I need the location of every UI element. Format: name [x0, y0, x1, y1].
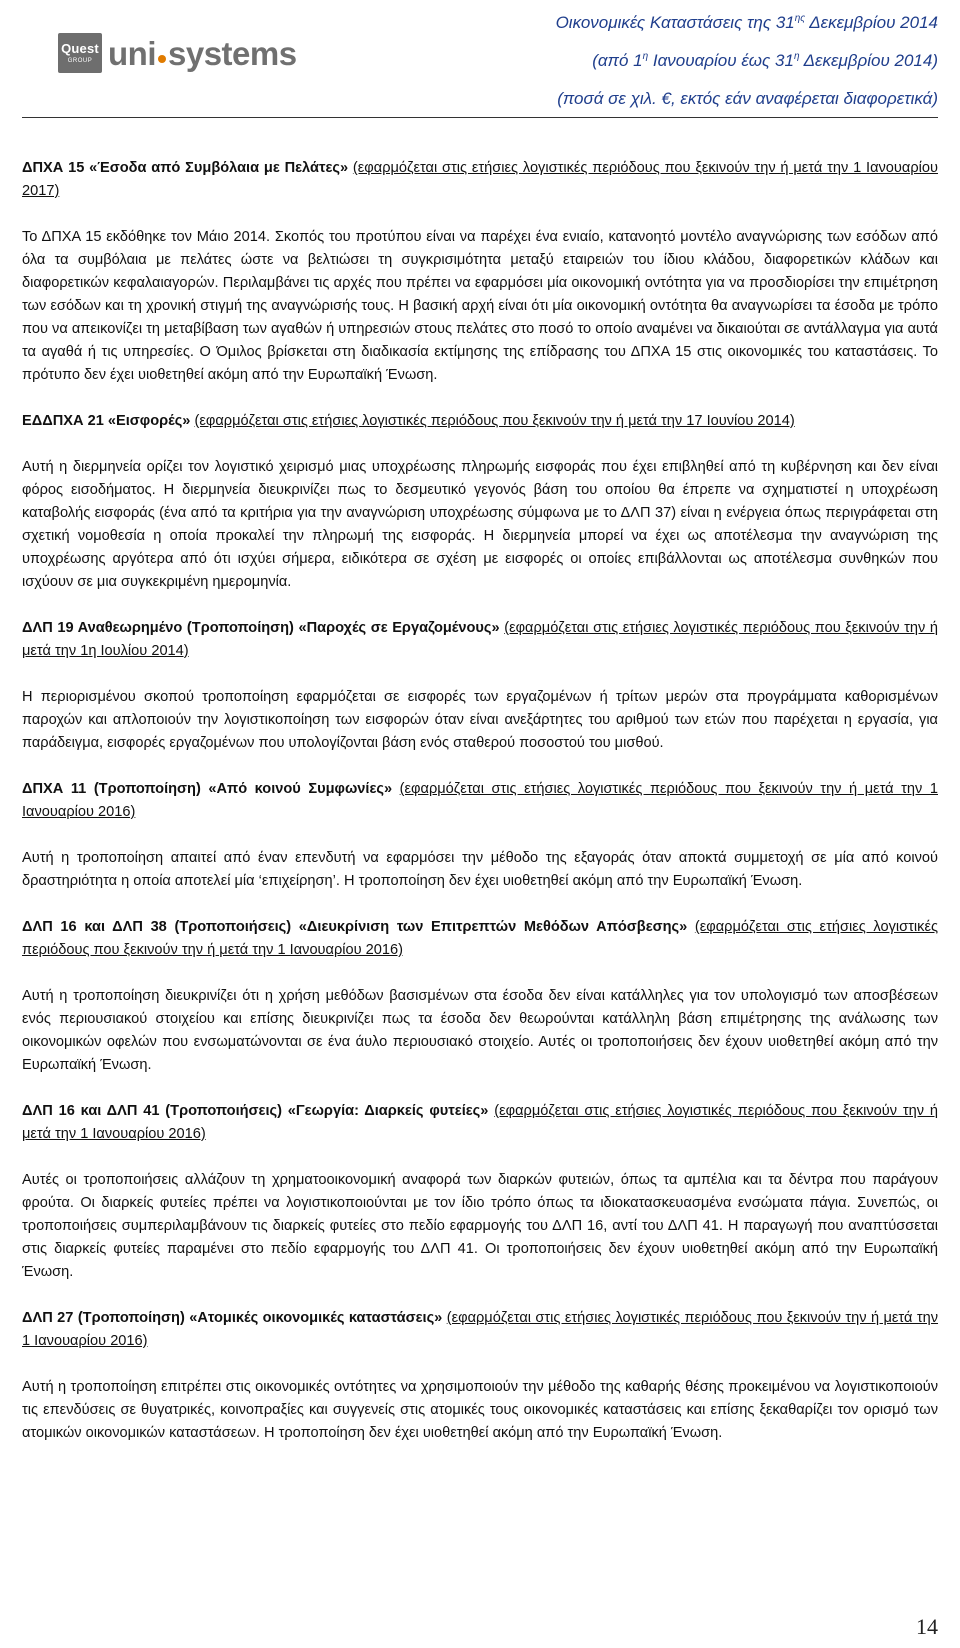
section-heading — [22, 410, 938, 433]
header-divider — [22, 117, 938, 118]
section-heading — [22, 778, 938, 824]
section-title: ΔΠΧΑ 11 (Τροποποίηση) «Από κοινού Συμφωνίες» — [22, 781, 393, 797]
quest-badge-text: Quest — [61, 41, 99, 56]
section-paragraph: Αυτή η τροποποίηση επιτρέπει στις οικονομικές οντότητες να χρησιμοποιούν την μέθοδο της καθαρής θέσης προκειμένου να λογιστικοποιούν τις επενδύσεις σε θυγατρικές, κοινοπραξίες και συγγενείς στις ατομικές τους οικονομικές καταστάσεις και επίσης ξεκαθαρίζει τον ορισμό των ατομικών οικονομικών καταστάσεων. Η τροποποίηση δεν έχει υιοθετηθεί ακόμη από την Ευρωπαϊκή Ένωση. — [22, 1379, 938, 1441]
section-effective-note: (εφαρμόζεται στις ετήσιες λογιστικές περιόδους που ξεκινούν την ή μετά την 1 Ιανουαρίου 2016) — [22, 1310, 939, 1349]
document-body — [22, 157, 938, 1468]
section-ifrs15 — [22, 157, 938, 387]
brand-right-text: systems — [167, 34, 297, 72]
header-title-line-1 — [556, 4, 938, 42]
section-title: ΔΛΠ 19 Αναθεωρημένο (Τροποποίηση) «Παροχές σε Εργαζομένους» — [22, 620, 500, 636]
section-ias27 — [22, 1307, 938, 1445]
header-title-line-3: (ποσά σε χιλ. €, εκτός εάν αναφέρεται διαφορετικά) — [557, 89, 938, 108]
section-heading — [22, 1100, 938, 1146]
section-ias19 — [22, 617, 938, 755]
section-effective-note: (εφαρμόζεται στις ετήσιες λογιστικές περιόδους που ξεκινούν την ή μετά την 17 Ιουνίου 2014) — [194, 413, 795, 429]
section-paragraph: Αυτή η τροποποίηση απαιτεί από έναν επενδυτή να εφαρμόσει την μέθοδο της εξαγοράς όταν αποκτά συμμετοχή σε μία από κοινού δραστηριότητα η οποία αποτελεί μία ‘επιχείρηση’. Η τροποποίηση δεν έχει υιοθετηθεί ακόμη από την Ευρωπαϊκή Ένωση. — [22, 850, 938, 889]
group-badge-text: GROUP — [67, 58, 93, 64]
quest-group-badge — [58, 33, 102, 73]
section-ifrs11 — [22, 778, 938, 893]
section-effective-note: (εφαρμόζεται στις ετήσιες λογιστικές περιόδους που ξεκινούν την ή μετά την 1 Ιανουαρίου 2016) — [22, 1103, 939, 1142]
section-title: ΔΛΠ 16 και ΔΛΠ 38 (Τροποποιήσεις) «Διευκρίνιση των Επιτρεπτών Μεθόδων Απόσβεσης» — [22, 919, 688, 935]
section-paragraph: Αυτή η διερμηνεία ορίζει τον λογιστικό χειρισμό μιας υποχρέωσης πληρωμής εισφοράς που έχει επιβληθεί από τη κυβέρνηση και δεν είναι φόρος εισοδήματος. Η διερμηνεία διευκρινίζει πως το δεσμευτικό γεγονός βάση του οποίου θα έπρεπε να σχηματιστεί η υποχρέωση καταβολής εισφοράς (ένα από τα κριτήρια για την αναγνώριση υποχρέωσης σύμφωνα με το ΔΛΠ 37) είναι η ενέργεια όπως περιγράφεται στη σχετική νομοθεσία η οποία προκαλεί την πληρωμή της εισφοράς. Η διερμηνεία μπορεί να έχει ως αποτέλεσμα την αναγνώριση της υποχρέωσης αργότερα από ότι ισχύει σήμερα, ειδικότερα σε σχέση με εισφορές οι οποίες επιβάλλονται ως αποτέλεσμα συνθηκών που ισχύουν σε μια συγκεκριμένη ημερομηνία. — [22, 459, 938, 590]
section-effective-note: (εφαρμόζεται στις ετήσιες λογιστικές περιόδους που ξεκινούν την ή μετά την 1η Ιουλίου 2014) — [22, 620, 938, 659]
company-logo — [58, 32, 297, 74]
header-line1-post: Δεκεμβρίου 2014 — [805, 13, 938, 32]
header-line2-sup1: η — [642, 51, 649, 62]
section-heading — [22, 617, 938, 663]
header-line1-sup: ης — [794, 13, 806, 24]
header-line1-pre: Οικονομικές Καταστάσεις της 31 — [555, 13, 795, 32]
section-paragraph: Αυτή η τροποποίηση διευκρινίζει ότι η χρήση μεθόδων βασισμένων στα έσοδα δεν είναι κατάλληλες για τον υπολογισμό των αποσβέσεων ενός περιουσιακού στοιχείου και επίσης διευκρινίζει πως τα έσοδα δεν θεωρούνται κατάλληλη βάση επιμέτρησης της ανάλωσης των οικονομικών οφελών που ενσωματώνονται σε ένα άυλο περιουσιακό στοιχείο. Αυτές οι τροποποιήσεις δεν έχουν υιοθετηθεί ακόμη από την Ευρωπαϊκή Ένωση. — [22, 988, 938, 1073]
brand-left-text: uni — [108, 34, 156, 72]
section-ias16-ias41 — [22, 1100, 938, 1284]
section-heading — [22, 157, 938, 203]
section-heading — [22, 916, 938, 962]
section-title: ΕΔΔΠΧΑ 21 «Εισφορές» — [22, 413, 191, 429]
section-paragraph: Αυτές οι τροποποιήσεις αλλάζουν τη χρηματοοικονομική αναφορά των διαρκών φυτειών, όπως τα αμπέλια και τα δέντρα που παράγουν φρούτα. Οι διαρκείς φυτείες πρέπει να λογιστικοποιούνται με τον ίδιο τρόπο όπως τα ιδιοκατασκευασμένα ενσώματα πάγια. Συνεπώς, οι τροποποιήσεις συμπεριλαμβάνουν τις διαρκείς φυτείες στο πεδίο εφαρμογής του ΔΛΠ 16, αντί του ΔΛΠ 41. Η παραγωγή που αναπτύσσεται στις διαρκείς φυτείες παραμένει στο πεδίο εφαρμογής του ΔΛΠ 41. Οι τροποποιήσεις δεν έχουν υιοθετηθεί ακόμη από την Ευρωπαϊκή Ένωση. — [22, 1172, 938, 1280]
section-effective-note: (εφαρμόζεται στις ετήσιες λογιστικές περιόδους που ξεκινούν την ή μετά την 1 Ιανουαρίου 2017) — [22, 160, 938, 199]
brand-dot-icon — [158, 55, 166, 63]
section-paragraph: Η περιορισμένου σκοπού τροποποίηση εφαρμόζεται σε εισφορές των εργαζομένων ή τρίτων μερών στα προγράμματα καθορισμένων παροχών και απλοποιούν την λογιστικοποίηση των εισφορών όταν είναι ανεξάρτητες του αριθμού των ετών που παρέχεται η εργασία, για παράδειγμα, εισφορές εργαζομένων που υπολογίζονται βάση ενός σταθερού ποσοστού του μισθού. — [22, 689, 938, 751]
header-line2-post: Δεκεμβρίου 2014) — [799, 51, 938, 70]
section-ifric21 — [22, 410, 938, 594]
section-title: ΔΛΠ 16 και ΔΛΠ 41 (Τροποποιήσεις) «Γεωργία: Διαρκείς φυτείες» — [22, 1103, 489, 1119]
section-title: ΔΠΧΑ 15 «Έσοδα από Συμβόλαια με Πελάτες» — [22, 160, 349, 176]
section-title: ΔΛΠ 27 (Τροποποίηση) «Ατομικές οικονομικές καταστάσεις» — [22, 1310, 443, 1326]
header-title-line-2 — [556, 42, 938, 80]
unisystems-wordmark — [108, 34, 297, 72]
section-paragraph: Το ΔΠΧΑ 15 εκδόθηκε τον Μάιο 2014. Σκοπός του προτύπου είναι να παρέχει ένα ενιαίο, κατανοητό μοντέλο αναγνώρισης των εσόδων από όλα τα συμβόλαια με πελάτες ώστε να βελτιώσει τη συγκρισιμότητα μεταξύ εταιρειών του ίδιου κλάδου, διαφορετικών κλάδων και διαφορετικών κεφαλαιαγορών. Περιλαμβάνει τις αρχές που πρέπει να εφαρμόσει μία οικονομική οντότητα για να προσδιορίσει την επιμέτρηση των εσόδων και τη χρονική στιγμή της αναγνώρισής τους. Η βασική αρχή είναι ότι μία οικονομική οντότητα θα αναγνωρίσει τα έσοδα με τρόπο που να απεικονίζει τη μεταβίβαση των αγαθών ή υπηρεσιών στους πελάτες στο ποσό το οποίο αναμένει να δικαιούται σε αντάλλαγμα για αυτά τα αγαθά ή τις υπηρεσίες. Ο Όμιλος βρίσκεται στη διαδικασία εκτίμησης της επίδρασης του ΔΠΧΑ 15 στις οικονομικές του καταστάσεις. Το πρότυπο δεν έχει υιοθετηθεί ακόμη από την Ευρωπαϊκή Ένωση. — [22, 229, 938, 383]
header-line2-mid: Ιανουαρίου έως 31 — [648, 51, 794, 70]
section-effective-note: (εφαρμόζεται στις ετήσιες λογιστικές περιόδους που ξεκινούν την ή μετά την 1 Ιανουαρίου 2016) — [22, 781, 938, 820]
header-line2-sup2: η — [793, 51, 800, 62]
section-effective-note: (εφαρμόζεται στις ετήσιες λογιστικές περιόδους που ξεκινούν την ή μετά την 1 Ιανουαρίου 2016) — [22, 919, 938, 958]
page-number: 14 — [916, 1614, 938, 1639]
document-header — [556, 4, 938, 118]
header-line2-pre: (από 1 — [592, 51, 643, 70]
section-ias16-ias38 — [22, 916, 938, 1077]
section-heading — [22, 1307, 938, 1353]
